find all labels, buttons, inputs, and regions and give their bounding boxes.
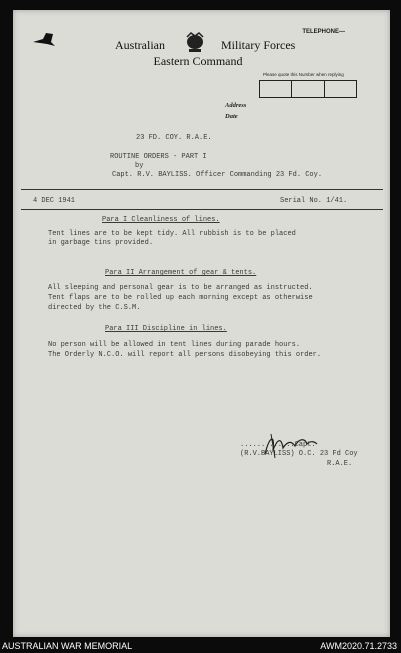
bottom-rule	[21, 209, 383, 210]
order-date: 4 DEC 1941	[33, 197, 76, 205]
orders-heading: ROUTINE ORDERS - PART I	[110, 153, 207, 161]
unit-heading: 23 FD. COY. R.A.E.	[136, 134, 212, 142]
top-rule	[21, 189, 383, 190]
letterhead-title-left: Australian	[115, 38, 165, 52]
signature-line: .............Capt.	[240, 441, 316, 449]
para-2-line-1: All sleeping and personal gear is to be arranged as instructed.	[48, 284, 313, 292]
letterhead-title-right: Military Forces	[221, 38, 296, 52]
telephone-label: TELEPHONE—	[302, 29, 345, 35]
punch-hole-mark-icon	[31, 30, 61, 48]
date-label: Date	[225, 113, 238, 120]
document-sheet	[13, 10, 390, 637]
officer-line: Capt. R.V. BAYLISS. Officer Commanding 23 Fd. Coy.	[112, 171, 323, 179]
orders-by: by	[135, 162, 144, 170]
para-1-heading: Para I Cleanliness of lines.	[102, 216, 220, 224]
para-1-line-1: Tent lines are to be kept tidy. All rubbish is to be placed	[48, 230, 296, 238]
footer-institution: AUSTRALIAN WAR MEMORIAL	[2, 641, 133, 651]
para-3-heading: Para III Discipline in lines.	[105, 325, 227, 333]
address-label: Address	[225, 102, 247, 109]
para-2-line-2: Tent flaps are to be rolled up each morning except as otherwise	[48, 294, 313, 302]
signature-name: (R.V.BAYLISS) O.C. 23 Fd Coy	[240, 450, 358, 458]
footer-accession-number: AWM2020.71.2733	[320, 641, 397, 651]
serial-number: Serial No. 1/41.	[280, 197, 348, 205]
signature-unit: R.A.E.	[327, 460, 353, 468]
reference-number-boxes	[259, 80, 357, 98]
para-3-line-2: The Orderly N.C.O. will report all persons disobeying this order.	[48, 351, 322, 359]
crest-icon	[181, 32, 209, 54]
quote-number-note: Please quote this Number when replying	[263, 72, 344, 77]
para-2-line-3: directed by the C.S.M.	[48, 304, 141, 312]
para-2-heading: Para II Arrangement of gear & tents.	[105, 269, 257, 277]
para-3-line-1: No person will be allowed in tent lines during parade hours.	[48, 341, 301, 349]
letterhead-subtitle: Eastern Command	[153, 54, 243, 68]
para-1-line-2: in garbage tins provided.	[48, 239, 154, 247]
